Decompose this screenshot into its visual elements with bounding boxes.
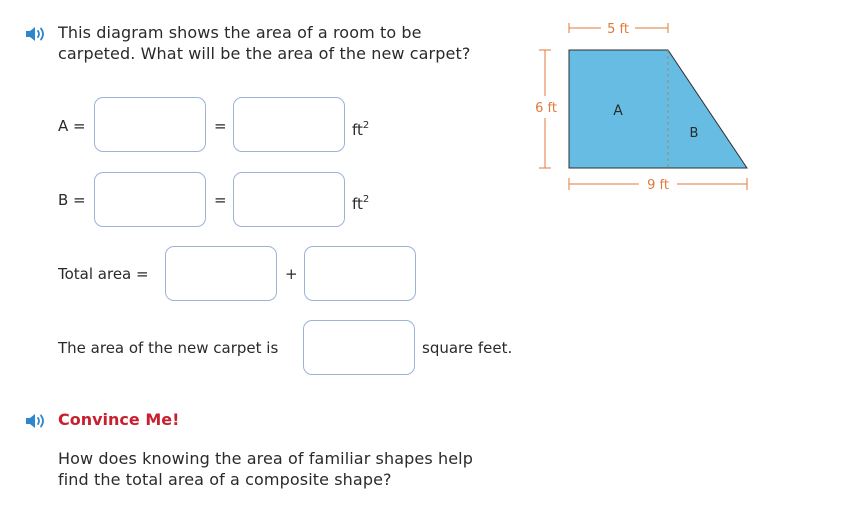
a-equals: =: [214, 117, 227, 135]
total-area-label: Total area =: [58, 265, 149, 283]
plus-sign: +: [285, 265, 298, 283]
speaker-icon: [24, 24, 50, 44]
region-b-label: B: [689, 126, 699, 141]
b-unit: $ft^2$: [352, 194, 370, 213]
convince-line-2: find the total area of a composite shape?: [58, 470, 392, 489]
convince-line-1: How does knowing the area of familiar shapes help: [58, 449, 473, 468]
convince-me-title: Convince Me!: [58, 410, 180, 429]
carpet-area-suffix: square feet.: [422, 339, 513, 357]
b-equals: =: [214, 191, 227, 209]
a-label: A =: [58, 117, 86, 135]
total-area-a-input[interactable]: [165, 246, 277, 301]
question-line-2: carpeted. What will be the area of the new carpet?: [58, 44, 471, 63]
a-unit: $ft^2$: [352, 120, 370, 139]
speaker-icon: [24, 411, 50, 431]
room-diagram: [525, 18, 765, 203]
top-dimension-label: 5 ft: [607, 22, 629, 37]
total-area-b-input[interactable]: [304, 246, 416, 301]
b-expression-input[interactable]: [94, 172, 206, 227]
question-line-1: This diagram shows the area of a room to be: [58, 23, 422, 42]
convince-audio-button[interactable]: [24, 411, 50, 431]
room-shape: [569, 50, 747, 168]
carpet-area-prefix: The area of the new carpet is: [58, 339, 279, 357]
b-label: B =: [58, 191, 86, 209]
a-expression-input[interactable]: [94, 97, 206, 152]
carpet-area-input[interactable]: [303, 320, 415, 375]
b-area-input[interactable]: [233, 172, 345, 227]
bottom-dimension-label: 9 ft: [647, 178, 669, 193]
a-area-input[interactable]: [233, 97, 345, 152]
side-dimension-label: 6 ft: [535, 101, 557, 116]
question-audio-button[interactable]: [24, 24, 50, 44]
region-a-label: A: [613, 103, 623, 119]
